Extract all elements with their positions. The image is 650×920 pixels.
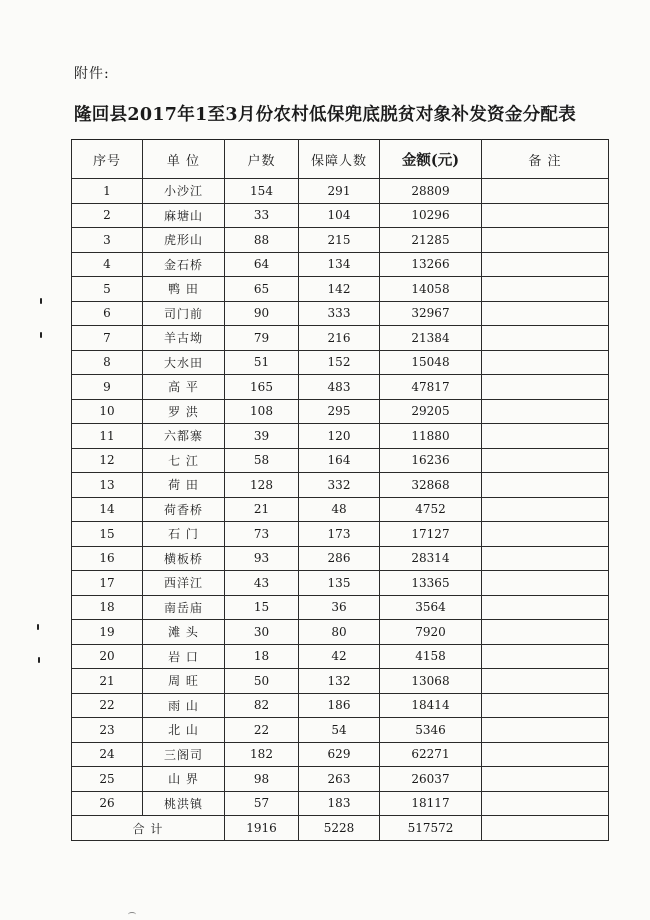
cell-amount: 11880	[380, 424, 482, 449]
cell-unit: 六都寨	[143, 424, 225, 449]
cell-unit: 桃洪镇	[143, 791, 225, 816]
header-index: 序号	[72, 140, 143, 179]
cell-remarks	[482, 620, 609, 645]
cell-amount: 13266	[380, 252, 482, 277]
cell-index: 4	[72, 252, 143, 277]
header-amount: 金额(元)	[380, 140, 482, 179]
table-row	[72, 497, 609, 522]
table-row	[72, 448, 609, 473]
cell-households: 18	[225, 644, 299, 669]
cell-people: 629	[299, 742, 380, 767]
cell-amount: 7920	[380, 620, 482, 645]
cell-households: 82	[225, 693, 299, 718]
total-remarks	[482, 816, 609, 841]
cell-amount: 4158	[380, 644, 482, 669]
cell-index: 15	[72, 522, 143, 547]
cell-amount: 47817	[380, 375, 482, 400]
cell-index: 21	[72, 669, 143, 694]
cell-remarks	[482, 522, 609, 547]
cell-unit: 高 平	[143, 375, 225, 400]
cell-index: 2	[72, 203, 143, 228]
total-label: 合 计	[72, 816, 225, 841]
table-body	[72, 179, 609, 816]
cell-index: 10	[72, 399, 143, 424]
cell-amount: 21285	[380, 228, 482, 253]
document-title: 隆回县2017年1至3月份农村低保兜底脱贫对象补发资金分配表	[73, 105, 577, 125]
cell-index: 20	[72, 644, 143, 669]
cell-people: 332	[299, 473, 380, 498]
cell-index: 16	[72, 546, 143, 571]
cell-amount: 17127	[380, 522, 482, 547]
cell-unit: 山 界	[143, 767, 225, 792]
cell-remarks	[482, 277, 609, 302]
total-households: 1916	[225, 816, 299, 841]
cell-households: 43	[225, 571, 299, 596]
cell-amount: 62271	[380, 742, 482, 767]
cell-households: 154	[225, 179, 299, 204]
scan-speck	[128, 912, 136, 917]
cell-remarks	[482, 375, 609, 400]
cell-unit: 北 山	[143, 718, 225, 743]
cell-households: 57	[225, 791, 299, 816]
cell-index: 24	[72, 742, 143, 767]
cell-households: 21	[225, 497, 299, 522]
cell-households: 108	[225, 399, 299, 424]
cell-households: 51	[225, 350, 299, 375]
cell-people: 132	[299, 669, 380, 694]
cell-remarks	[482, 595, 609, 620]
cell-people: 483	[299, 375, 380, 400]
total-amount: 517572	[380, 816, 482, 841]
cell-index: 19	[72, 620, 143, 645]
cell-unit: 岩 口	[143, 644, 225, 669]
cell-people: 54	[299, 718, 380, 743]
total-people: 5228	[299, 816, 380, 841]
table-row	[72, 399, 609, 424]
cell-people: 142	[299, 277, 380, 302]
cell-households: 88	[225, 228, 299, 253]
table-row	[72, 620, 609, 645]
cell-people: 135	[299, 571, 380, 596]
table-row	[72, 277, 609, 302]
table-row	[72, 767, 609, 792]
cell-unit: 荷香桥	[143, 497, 225, 522]
cell-remarks	[482, 546, 609, 571]
cell-households: 90	[225, 301, 299, 326]
cell-unit: 滩 头	[143, 620, 225, 645]
cell-people: 134	[299, 252, 380, 277]
cell-people: 183	[299, 791, 380, 816]
cell-households: 22	[225, 718, 299, 743]
cell-index: 25	[72, 767, 143, 792]
cell-remarks	[482, 252, 609, 277]
cell-remarks	[482, 767, 609, 792]
cell-index: 22	[72, 693, 143, 718]
cell-index: 17	[72, 571, 143, 596]
table-row	[72, 203, 609, 228]
cell-households: 93	[225, 546, 299, 571]
cell-people: 333	[299, 301, 380, 326]
scan-mark	[37, 624, 39, 630]
table-header-row	[72, 140, 609, 179]
cell-amount: 16236	[380, 448, 482, 473]
cell-households: 73	[225, 522, 299, 547]
cell-remarks	[482, 644, 609, 669]
cell-people: 120	[299, 424, 380, 449]
cell-index: 8	[72, 350, 143, 375]
table-row	[72, 375, 609, 400]
cell-people: 216	[299, 326, 380, 351]
table-row	[72, 644, 609, 669]
table-row	[72, 571, 609, 596]
cell-index: 26	[72, 791, 143, 816]
cell-unit: 鸭 田	[143, 277, 225, 302]
table-row	[72, 252, 609, 277]
cell-index: 23	[72, 718, 143, 743]
cell-amount: 28314	[380, 546, 482, 571]
cell-unit: 南岳庙	[143, 595, 225, 620]
cell-unit: 罗 洪	[143, 399, 225, 424]
cell-people: 104	[299, 203, 380, 228]
cell-remarks	[482, 742, 609, 767]
table-row	[72, 228, 609, 253]
cell-amount: 18117	[380, 791, 482, 816]
cell-amount: 15048	[380, 350, 482, 375]
cell-remarks	[482, 326, 609, 351]
table-row	[72, 522, 609, 547]
cell-index: 18	[72, 595, 143, 620]
cell-amount: 4752	[380, 497, 482, 522]
cell-people: 152	[299, 350, 380, 375]
cell-unit: 周 旺	[143, 669, 225, 694]
cell-unit: 雨 山	[143, 693, 225, 718]
table-row	[72, 424, 609, 449]
cell-unit: 司门前	[143, 301, 225, 326]
table-row	[72, 350, 609, 375]
cell-households: 79	[225, 326, 299, 351]
cell-households: 128	[225, 473, 299, 498]
allocation-table	[71, 139, 609, 841]
cell-remarks	[482, 179, 609, 204]
cell-index: 3	[72, 228, 143, 253]
header-remarks: 备 注	[482, 140, 609, 179]
cell-unit: 西洋江	[143, 571, 225, 596]
scan-mark	[40, 298, 42, 304]
cell-unit: 小沙江	[143, 179, 225, 204]
cell-people: 295	[299, 399, 380, 424]
cell-amount: 29205	[380, 399, 482, 424]
cell-people: 36	[299, 595, 380, 620]
scan-mark	[40, 332, 42, 338]
cell-unit: 七 江	[143, 448, 225, 473]
cell-index: 9	[72, 375, 143, 400]
table-row	[72, 669, 609, 694]
table-row	[72, 179, 609, 204]
cell-unit: 羊古坳	[143, 326, 225, 351]
cell-unit: 大水田	[143, 350, 225, 375]
cell-index: 13	[72, 473, 143, 498]
cell-index: 5	[72, 277, 143, 302]
cell-remarks	[482, 693, 609, 718]
cell-remarks	[482, 473, 609, 498]
cell-index: 7	[72, 326, 143, 351]
cell-amount: 26037	[380, 767, 482, 792]
cell-households: 15	[225, 595, 299, 620]
cell-remarks	[482, 497, 609, 522]
cell-people: 164	[299, 448, 380, 473]
attachment-label: 附件:	[74, 66, 110, 82]
cell-amount: 32967	[380, 301, 482, 326]
cell-households: 182	[225, 742, 299, 767]
cell-people: 186	[299, 693, 380, 718]
cell-remarks	[482, 791, 609, 816]
cell-amount: 32868	[380, 473, 482, 498]
cell-amount: 18414	[380, 693, 482, 718]
cell-index: 6	[72, 301, 143, 326]
cell-remarks	[482, 203, 609, 228]
cell-remarks	[482, 718, 609, 743]
header-unit: 单 位	[143, 140, 225, 179]
table-row	[72, 693, 609, 718]
cell-households: 98	[225, 767, 299, 792]
cell-amount: 10296	[380, 203, 482, 228]
cell-unit: 横板桥	[143, 546, 225, 571]
table-row	[72, 718, 609, 743]
table-row	[72, 791, 609, 816]
cell-unit: 虎形山	[143, 228, 225, 253]
table-row	[72, 595, 609, 620]
cell-remarks	[482, 228, 609, 253]
cell-unit: 三阁司	[143, 742, 225, 767]
cell-households: 165	[225, 375, 299, 400]
cell-amount: 5346	[380, 718, 482, 743]
cell-remarks	[482, 448, 609, 473]
header-people: 保障人数	[299, 140, 380, 179]
cell-people: 263	[299, 767, 380, 792]
cell-remarks	[482, 669, 609, 694]
cell-unit: 荷 田	[143, 473, 225, 498]
cell-index: 11	[72, 424, 143, 449]
cell-remarks	[482, 399, 609, 424]
cell-remarks	[482, 301, 609, 326]
cell-amount: 21384	[380, 326, 482, 351]
cell-unit: 石 门	[143, 522, 225, 547]
cell-people: 42	[299, 644, 380, 669]
cell-amount: 13068	[380, 669, 482, 694]
header-households: 户数	[225, 140, 299, 179]
cell-amount: 14058	[380, 277, 482, 302]
cell-remarks	[482, 571, 609, 596]
table-row	[72, 546, 609, 571]
cell-index: 14	[72, 497, 143, 522]
cell-remarks	[482, 350, 609, 375]
cell-households: 39	[225, 424, 299, 449]
cell-amount: 28809	[380, 179, 482, 204]
cell-people: 215	[299, 228, 380, 253]
cell-people: 80	[299, 620, 380, 645]
cell-households: 33	[225, 203, 299, 228]
cell-people: 173	[299, 522, 380, 547]
table-row	[72, 301, 609, 326]
cell-people: 48	[299, 497, 380, 522]
cell-amount: 3564	[380, 595, 482, 620]
cell-households: 65	[225, 277, 299, 302]
cell-households: 30	[225, 620, 299, 645]
cell-index: 1	[72, 179, 143, 204]
cell-people: 291	[299, 179, 380, 204]
cell-people: 286	[299, 546, 380, 571]
cell-remarks	[482, 424, 609, 449]
cell-amount: 13365	[380, 571, 482, 596]
cell-households: 64	[225, 252, 299, 277]
table-row	[72, 326, 609, 351]
cell-unit: 金石桥	[143, 252, 225, 277]
cell-unit: 麻塘山	[143, 203, 225, 228]
scan-mark	[38, 657, 40, 663]
cell-households: 58	[225, 448, 299, 473]
cell-households: 50	[225, 669, 299, 694]
total-row	[72, 816, 609, 841]
table-row	[72, 742, 609, 767]
table-row	[72, 473, 609, 498]
cell-index: 12	[72, 448, 143, 473]
